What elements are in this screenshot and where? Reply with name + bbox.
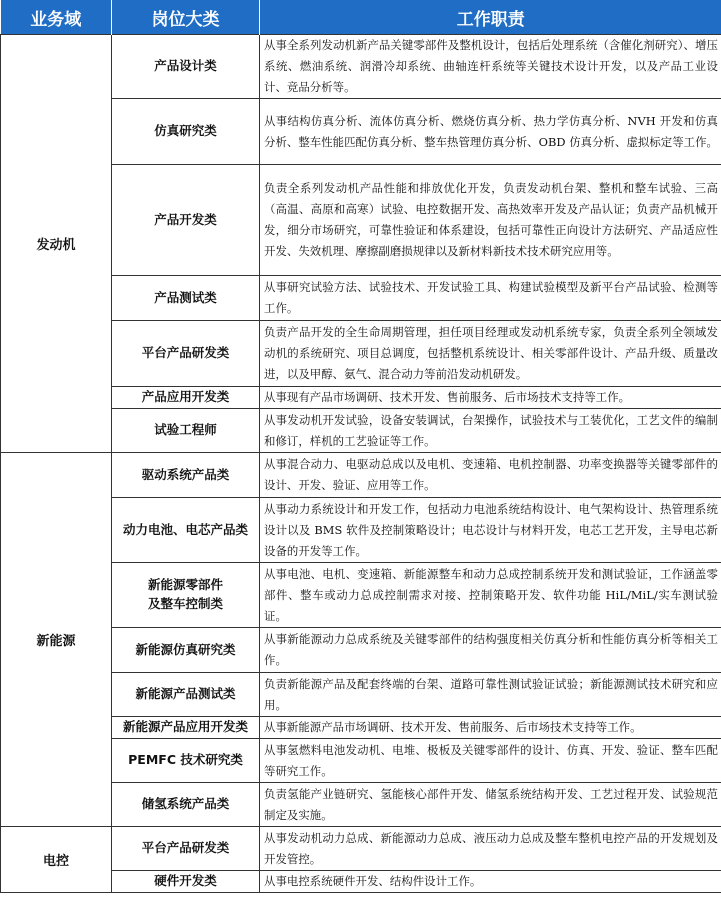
category-cell: 动力电池、电芯产品类 xyxy=(112,498,260,563)
category-cell: 产品应用开发类 xyxy=(112,387,260,409)
duty-cell: 从事发动机开发试验，设备安装调试，台架操作，试验技术与工装优化，工艺文件的编制和修订，样机的工艺验证等工作。 xyxy=(260,409,721,453)
duty-cell: 从事新能源产品市场调研、技术开发、售前服务、后市场技术支持等工作。 xyxy=(260,717,721,739)
duty-cell: 从事新能源动力总成系统及关键零部件的结构强度相关仿真分析和性能仿真分析等相关工作。 xyxy=(260,628,721,673)
header-duty: 工作职责 xyxy=(260,0,721,35)
category-cell: 新能源产品应用开发类 xyxy=(112,717,260,739)
category-cell: 硬件开发类 xyxy=(112,871,260,893)
header-category: 岗位大类 xyxy=(112,0,260,35)
category-cell: 驱动系统产品类 xyxy=(112,453,260,498)
category-cell: 新能源仿真研究类 xyxy=(112,628,260,673)
category-cell: 产品设计类 xyxy=(112,35,260,99)
duty-cell: 负责全系列发动机产品性能和排放优化开发，负责发动机台架、整机和整车试验、三高（高温、高原和高寒）试验、电控数据开发、高热效率开发及产品认证；负责产品机械开发，细分市场研究，可靠性验证和体系建设，包括可靠性正向设计方法研究、产品适应性开发、失效机理、摩擦副磨损规律以及新材料新技术技术研究应用等。 xyxy=(260,165,721,276)
category-cell: 仿真研究类 xyxy=(112,99,260,165)
category-cell: 产品测试类 xyxy=(112,276,260,321)
domain-cell: 发动机 xyxy=(1,35,112,453)
category-cell: 平台产品研发类 xyxy=(112,321,260,387)
duty-cell: 从事氢燃料电池发动机、电堆、极板及关键零部件的设计、仿真、开发、验证、整车匹配等研究工作。 xyxy=(260,739,721,783)
category-cell: 试验工程师 xyxy=(112,409,260,453)
duty-cell: 负责产品开发的全生命周期管理，担任项目经理或发动机系统专家，负责全系列全领域发动机的系统研究、项目总调度，包括整机系统设计、相关零部件设计、产品升级、质量改进，以及甲醇、氨气、混合动力等前沿发动机研发。 xyxy=(260,321,721,387)
duty-cell: 负责氢能产业链研究、氢能核心部件开发、储氢系统结构开发、工艺过程开发、试验规范制定及实施。 xyxy=(260,783,721,827)
category-cell: 新能源零部件 及整车控制类 xyxy=(112,563,260,628)
category-cell: 平台产品研发类 xyxy=(112,827,260,871)
duty-cell: 从事全系列发动机新产品关键零部件及整机设计，包括后处理系统（含催化剂研究）、增压系统、燃油系统、润滑冷却系统、曲轴连杆系统等关键技术设计开发，以及产品工业设计、竞品分析等。 xyxy=(260,35,721,99)
duty-cell: 从事电池、电机、变速箱、新能源整车和动力总成控制系统开发和测试验证，工作涵盖零部件、整车或动力总成控制需求对接、控制策略开发、软件功能 HiL/MiL/实车测试验证。 xyxy=(260,563,721,628)
category-cell: 产品开发类 xyxy=(112,165,260,276)
duty-cell: 从事结构仿真分析、流体仿真分析、燃烧仿真分析、热力学仿真分析、NVH 开发和仿真分析、整车性能匹配仿真分析、整车热管理仿真分析、OBD 仿真分析、虚拟标定等工作。 xyxy=(260,99,721,165)
duty-cell: 从事研究试验方法、试验技术、开发试验工具、构建试验模型及新平台产品试验、检测等工作。 xyxy=(260,276,721,321)
header-domain: 业务域 xyxy=(1,0,112,35)
table-row xyxy=(1,35,721,99)
duty-cell: 从事发动机动力总成、新能源动力总成、液压动力总成及整车整机电控产品的开发规划及开发管控。 xyxy=(260,827,721,871)
duty-cell: 从事动力系统设计和开发工作，包括动力电池系统结构设计、电气架构设计、热管理系统设计以及 BMS 软件及控制策略设计；电芯设计与材料开发，电芯工艺开发，主导电芯新设备的开发等工作。 xyxy=(260,498,721,563)
category-cell: PEMFC 技术研究类 xyxy=(112,739,260,783)
duty-cell: 负责新能源产品及配套终端的台架、道路可靠性测试验证试验；新能源测试技术研究和应用。 xyxy=(260,673,721,717)
duty-cell: 从事混合动力、电驱动总成以及电机、变速箱、电机控制器、功率变换器等关键零部件的设计、开发、验证、应用等工作。 xyxy=(260,453,721,498)
table-header-row xyxy=(1,0,721,35)
table-row xyxy=(1,827,721,871)
duty-cell: 从事现有产品市场调研、技术开发、售前服务、后市场技术支持等工作。 xyxy=(260,387,721,409)
table-row xyxy=(1,453,721,498)
category-cell: 新能源产品测试类 xyxy=(112,673,260,717)
category-cell: 储氢系统产品类 xyxy=(112,783,260,827)
domain-cell: 电控 xyxy=(1,827,112,893)
domain-cell: 新能源 xyxy=(1,453,112,827)
duty-cell: 从事电控系统硬件开发、结构件设计工作。 xyxy=(260,871,721,893)
